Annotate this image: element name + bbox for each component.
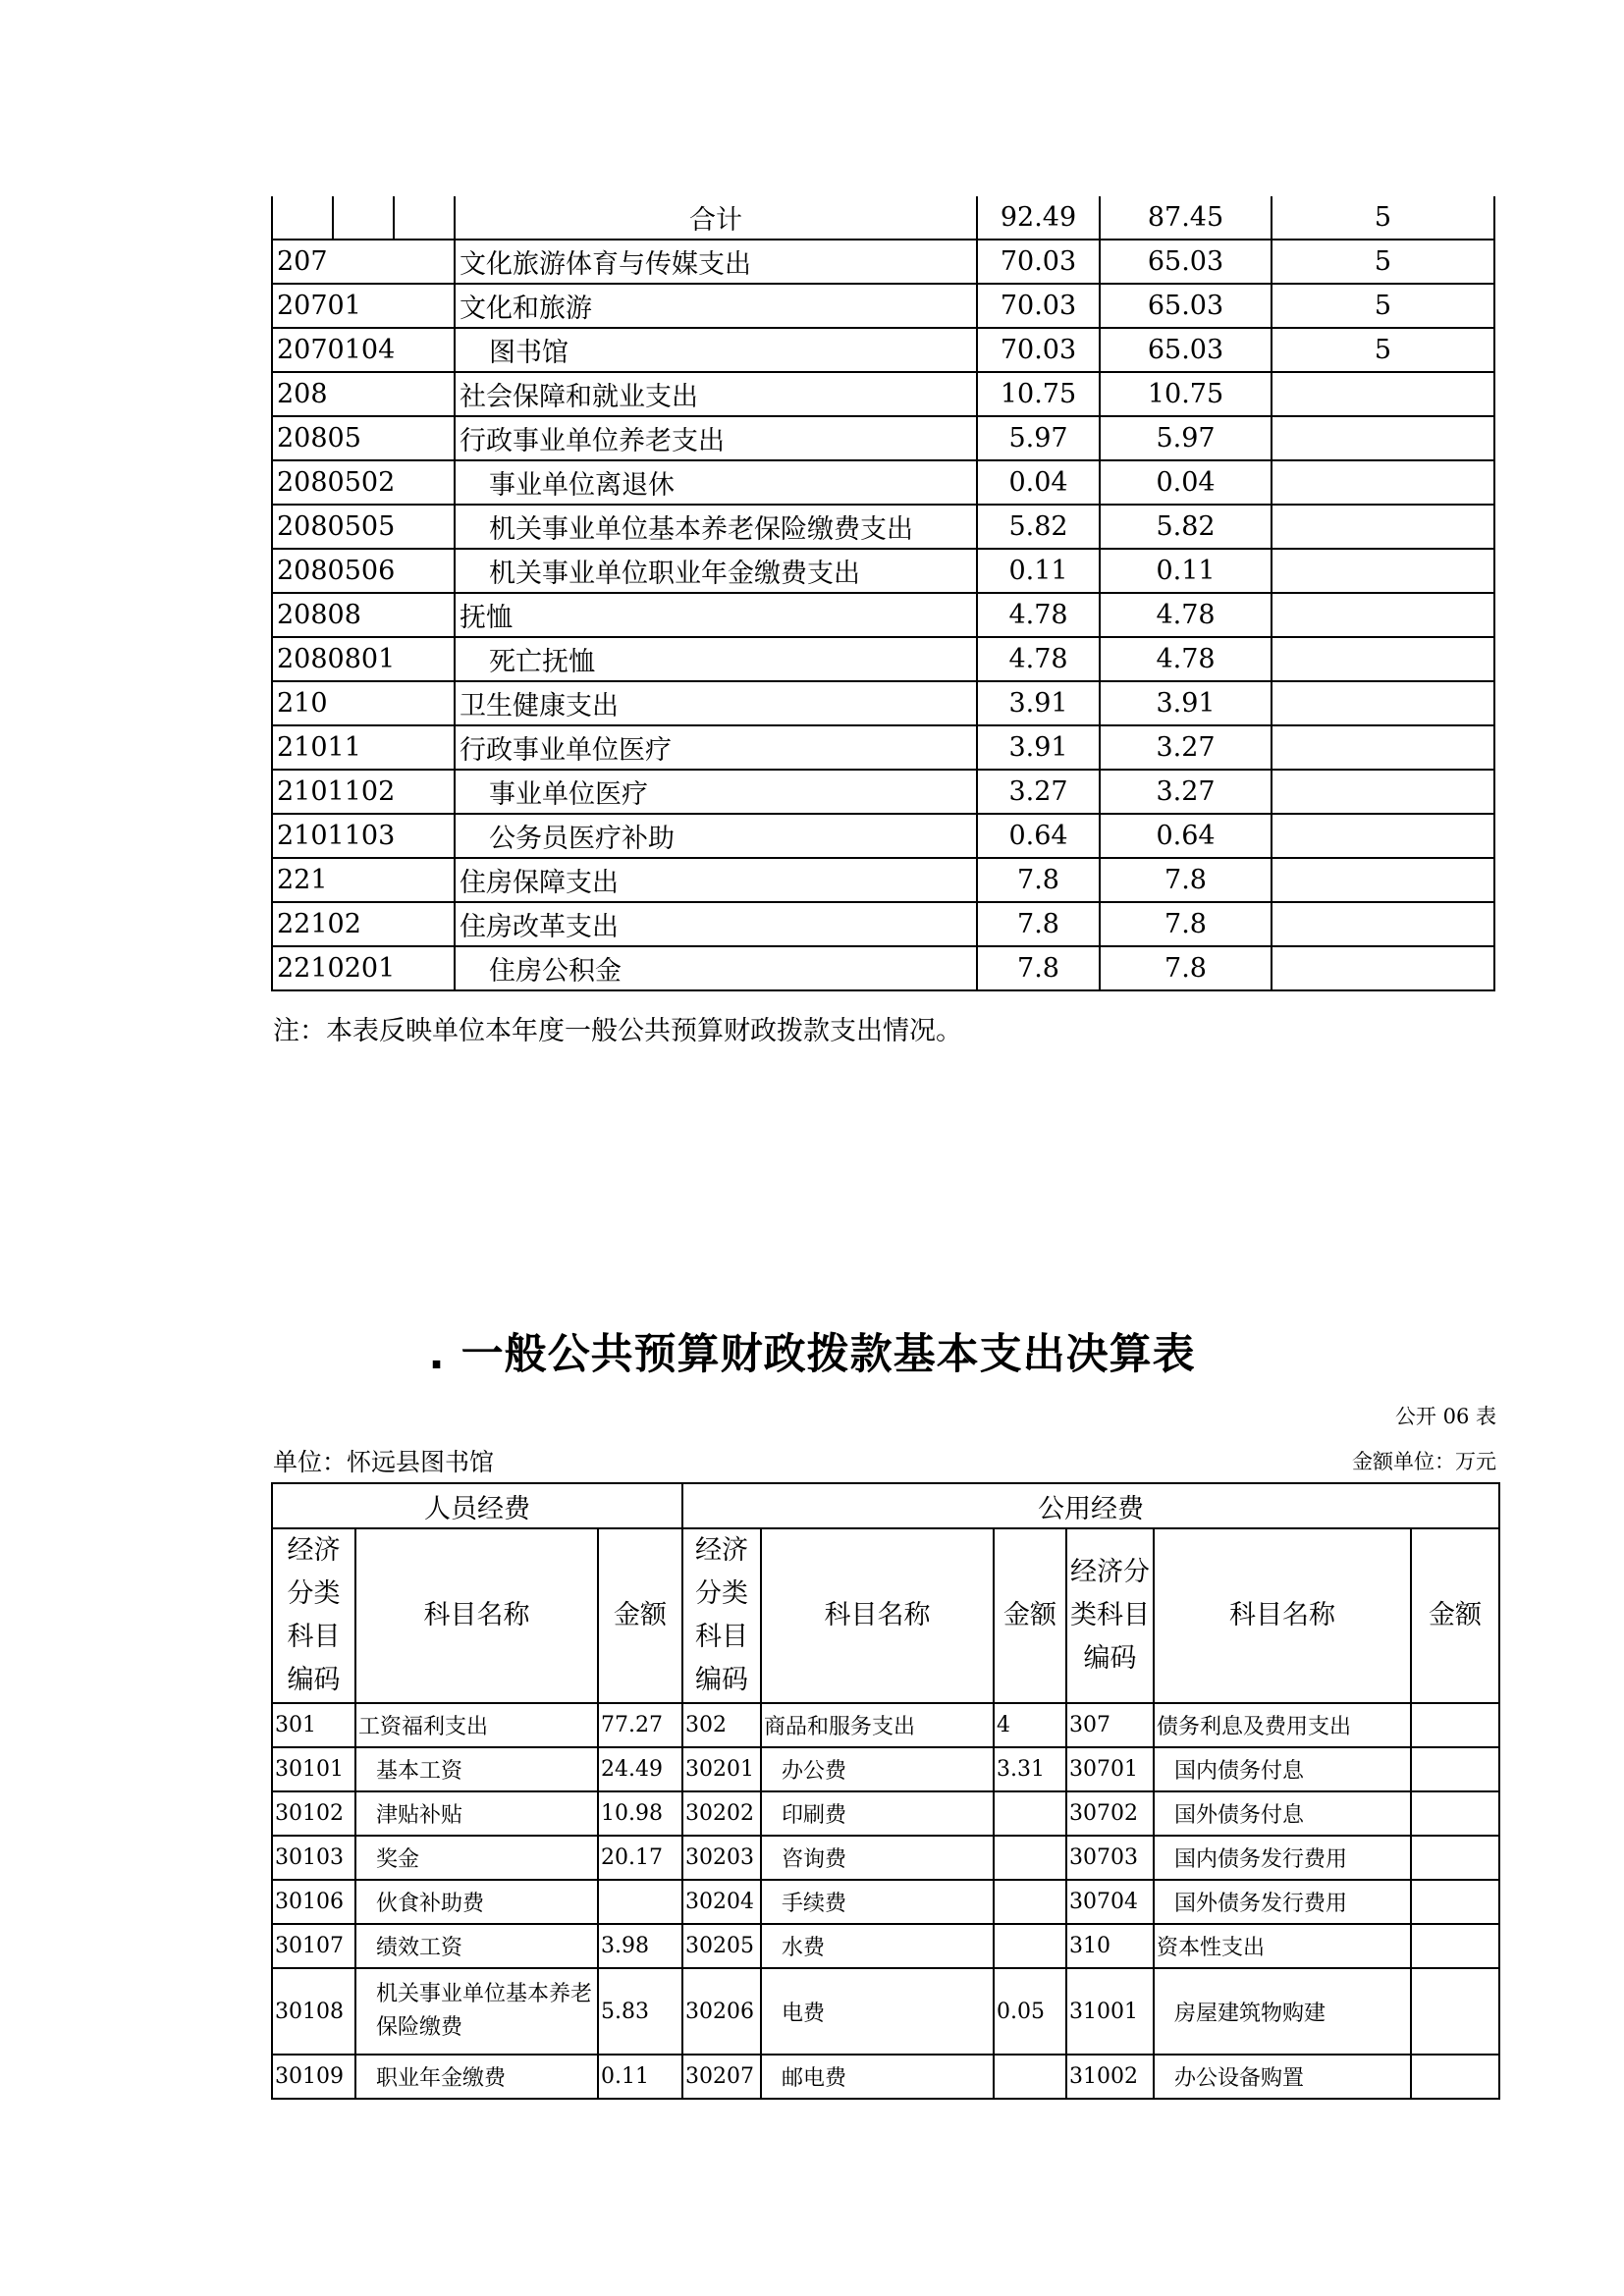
- money-unit-label: 金额单位：万元: [1352, 1450, 1496, 1473]
- project-amount: [1272, 593, 1494, 637]
- subject-name: 住房公积金: [455, 946, 977, 990]
- subject-code: 21011: [272, 725, 455, 770]
- personnel-code: 30102: [272, 1791, 355, 1836]
- goods-amount: [994, 1880, 1066, 1924]
- total-amount: 92.49: [977, 196, 1100, 240]
- total-amount: 3.27: [977, 770, 1100, 814]
- goods-name: 商品和服务支出: [761, 1703, 994, 1747]
- table-row: [272, 416, 1494, 460]
- goods-name: 邮电费: [761, 2055, 994, 2099]
- table-row: [272, 637, 1494, 681]
- other-name: 国外债务发行费用: [1154, 1880, 1411, 1924]
- personnel-amount: 20.17: [598, 1836, 682, 1880]
- personnel-name: 机关事业单位基本养老保险缴费: [355, 1968, 598, 2055]
- total-amount: 70.03: [977, 328, 1100, 372]
- total-amount: 0.11: [977, 549, 1100, 593]
- header-amount-3: 金额: [1411, 1528, 1499, 1703]
- personnel-amount: 24.49: [598, 1747, 682, 1791]
- header-code-3: 经济分类科目编码: [1066, 1528, 1154, 1703]
- group-header-row: [272, 1483, 1499, 1528]
- table-row: [272, 505, 1494, 549]
- basic-expenditure-table: [271, 1482, 1500, 2100]
- goods-amount: 3.31: [994, 1747, 1066, 1791]
- goods-code: 30203: [682, 1836, 761, 1880]
- basic-amount: 0.04: [1100, 460, 1272, 505]
- total-basic: 87.45: [1100, 196, 1272, 240]
- goods-name: 手续费: [761, 1880, 994, 1924]
- other-name: 国外债务付息: [1154, 1791, 1411, 1836]
- other-code: 310: [1066, 1924, 1154, 1968]
- total-amount: 4.78: [977, 593, 1100, 637]
- personnel-amount: 0.11: [598, 2055, 682, 2099]
- group-public: 公用经费: [682, 1483, 1499, 1528]
- project-amount: [1272, 681, 1494, 725]
- basic-amount: 65.03: [1100, 240, 1272, 284]
- other-name: 房屋建筑物购建: [1154, 1968, 1411, 2055]
- goods-name: 电费: [761, 1968, 994, 2055]
- total-amount: 5.82: [977, 505, 1100, 549]
- other-amount: [1411, 1791, 1499, 1836]
- subject-code: 221: [272, 858, 455, 902]
- total-amount: 3.91: [977, 725, 1100, 770]
- personnel-amount: 3.98: [598, 1924, 682, 1968]
- project-amount: 5: [1272, 240, 1494, 284]
- other-amount: [1411, 1703, 1499, 1747]
- basic-amount: 3.27: [1100, 770, 1272, 814]
- header-code-2: 经济分类科目编码: [682, 1528, 761, 1703]
- goods-code: 30206: [682, 1968, 761, 2055]
- subject-code: 2080506: [272, 549, 455, 593]
- personnel-name: 基本工资: [355, 1747, 598, 1791]
- goods-code: 30204: [682, 1880, 761, 1924]
- subject-name: 事业单位医疗: [455, 770, 977, 814]
- header-name-1: 科目名称: [355, 1528, 598, 1703]
- subject-code: 2080502: [272, 460, 455, 505]
- project-amount: 5: [1272, 328, 1494, 372]
- basic-amount: 3.91: [1100, 681, 1272, 725]
- total-label: 合计: [455, 196, 977, 240]
- header-code-1: 经济分类科目编码: [272, 1528, 355, 1703]
- personnel-code: 30103: [272, 1836, 355, 1880]
- unit-label: 单位：怀远县图书馆: [273, 1448, 495, 1476]
- subject-code: 210: [272, 681, 455, 725]
- form-number: 公开 06 表: [1394, 1405, 1496, 1428]
- basic-amount: 3.27: [1100, 725, 1272, 770]
- column-header-row: [272, 1528, 1499, 1703]
- subject-code: 20808: [272, 593, 455, 637]
- page-title: . 一般公共预算财政拨款基本支出决算表: [428, 1330, 1196, 1379]
- personnel-amount: 5.83: [598, 1968, 682, 2055]
- project-amount: [1272, 946, 1494, 990]
- basic-amount: 7.8: [1100, 858, 1272, 902]
- table-row: [272, 1880, 1499, 1924]
- subject-code: 208: [272, 372, 455, 416]
- subject-name: 图书馆: [455, 328, 977, 372]
- personnel-amount: 77.27: [598, 1703, 682, 1747]
- other-name: 办公设备购置: [1154, 2055, 1411, 2099]
- table-note: 注：本表反映单位本年度一般公共预算财政拨款支出情况。: [273, 1016, 962, 1046]
- table-row: [272, 902, 1494, 946]
- basic-amount: 0.11: [1100, 549, 1272, 593]
- basic-amount: 7.8: [1100, 946, 1272, 990]
- goods-code: 302: [682, 1703, 761, 1747]
- total-amount: 7.8: [977, 858, 1100, 902]
- total-amount: 4.78: [977, 637, 1100, 681]
- table-row: [272, 858, 1494, 902]
- goods-amount: [994, 1836, 1066, 1880]
- personnel-name: 津贴补贴: [355, 1791, 598, 1836]
- subject-name: 住房保障支出: [455, 858, 977, 902]
- other-code: 31001: [1066, 1968, 1154, 2055]
- personnel-name: 伙食补助费: [355, 1880, 598, 1924]
- table-row: [272, 372, 1494, 416]
- goods-amount: 0.05: [994, 1968, 1066, 2055]
- personnel-name: 工资福利支出: [355, 1703, 598, 1747]
- total-amount: 10.75: [977, 372, 1100, 416]
- table-row: [272, 2055, 1499, 2099]
- project-amount: [1272, 372, 1494, 416]
- total-amount: 3.91: [977, 681, 1100, 725]
- subject-code: 2080801: [272, 637, 455, 681]
- basic-amount: 7.8: [1100, 902, 1272, 946]
- total-amount: 70.03: [977, 284, 1100, 328]
- subject-name: 行政事业单位医疗: [455, 725, 977, 770]
- other-code: 30703: [1066, 1836, 1154, 1880]
- table-row: [272, 1791, 1499, 1836]
- table-row: [272, 460, 1494, 505]
- goods-name: 咨询费: [761, 1836, 994, 1880]
- table-row: [272, 1836, 1499, 1880]
- project-amount: [1272, 416, 1494, 460]
- table-row: [272, 725, 1494, 770]
- project-amount: 5: [1272, 284, 1494, 328]
- other-amount: [1411, 1880, 1499, 1924]
- goods-amount: [994, 2055, 1066, 2099]
- personnel-code: 30108: [272, 1968, 355, 2055]
- other-amount: [1411, 1924, 1499, 1968]
- table-row: [272, 284, 1494, 328]
- header-name-3: 科目名称: [1154, 1528, 1411, 1703]
- personnel-code: 301: [272, 1703, 355, 1747]
- goods-amount: [994, 1924, 1066, 1968]
- other-name: 国内债务付息: [1154, 1747, 1411, 1791]
- personnel-code: 30109: [272, 2055, 355, 2099]
- other-code: 30702: [1066, 1791, 1154, 1836]
- other-code: 31002: [1066, 2055, 1154, 2099]
- project-amount: [1272, 637, 1494, 681]
- table-row: [272, 770, 1494, 814]
- basic-amount: 10.75: [1100, 372, 1272, 416]
- table-row: [272, 1747, 1499, 1791]
- project-amount: [1272, 902, 1494, 946]
- basic-amount: 65.03: [1100, 328, 1272, 372]
- table-row: [272, 593, 1494, 637]
- total-project: 5: [1272, 196, 1494, 240]
- subject-name: 卫生健康支出: [455, 681, 977, 725]
- appropriation-expenditure-table: [271, 196, 1495, 991]
- other-name: 债务利息及费用支出: [1154, 1703, 1411, 1747]
- subject-name: 文化旅游体育与传媒支出: [455, 240, 977, 284]
- personnel-name: 职业年金缴费: [355, 2055, 598, 2099]
- personnel-name: 绩效工资: [355, 1924, 598, 1968]
- basic-amount: 65.03: [1100, 284, 1272, 328]
- total-amount: 7.8: [977, 902, 1100, 946]
- subject-name: 文化和旅游: [455, 284, 977, 328]
- goods-code: 30201: [682, 1747, 761, 1791]
- subject-name: 机关事业单位基本养老保险缴费支出: [455, 505, 977, 549]
- basic-amount: 5.82: [1100, 505, 1272, 549]
- other-code: 307: [1066, 1703, 1154, 1747]
- subject-code: 20805: [272, 416, 455, 460]
- subject-name: 住房改革支出: [455, 902, 977, 946]
- total-amount: 70.03: [977, 240, 1100, 284]
- goods-amount: [994, 1791, 1066, 1836]
- personnel-amount: [598, 1880, 682, 1924]
- goods-name: 印刷费: [761, 1791, 994, 1836]
- project-amount: [1272, 814, 1494, 858]
- subject-code: 2101103: [272, 814, 455, 858]
- project-amount: [1272, 858, 1494, 902]
- goods-code: 30202: [682, 1791, 761, 1836]
- goods-code: 30207: [682, 2055, 761, 2099]
- table-row: [272, 681, 1494, 725]
- table-row: [272, 1968, 1499, 2055]
- total-amount: 0.04: [977, 460, 1100, 505]
- subject-name: 社会保障和就业支出: [455, 372, 977, 416]
- goods-name: 水费: [761, 1924, 994, 1968]
- basic-amount: 4.78: [1100, 637, 1272, 681]
- total-amount: 0.64: [977, 814, 1100, 858]
- project-amount: [1272, 770, 1494, 814]
- project-amount: [1272, 725, 1494, 770]
- personnel-code: 30107: [272, 1924, 355, 1968]
- goods-amount: 4: [994, 1703, 1066, 1747]
- total-row: [272, 196, 1494, 240]
- project-amount: [1272, 460, 1494, 505]
- other-name: 国内债务发行费用: [1154, 1836, 1411, 1880]
- table-row: [272, 946, 1494, 990]
- goods-name: 办公费: [761, 1747, 994, 1791]
- other-name: 资本性支出: [1154, 1924, 1411, 1968]
- subject-name: 行政事业单位养老支出: [455, 416, 977, 460]
- subject-code: 2070104: [272, 328, 455, 372]
- goods-code: 30205: [682, 1924, 761, 1968]
- subject-name: 公务员医疗补助: [455, 814, 977, 858]
- subject-code: 207: [272, 240, 455, 284]
- table-row: [272, 549, 1494, 593]
- table-row: [272, 328, 1494, 372]
- basic-amount: 4.78: [1100, 593, 1272, 637]
- personnel-code: 30101: [272, 1747, 355, 1791]
- other-amount: [1411, 1836, 1499, 1880]
- group-personnel: 人员经费: [272, 1483, 682, 1528]
- basic-amount: 0.64: [1100, 814, 1272, 858]
- table-row: [272, 1924, 1499, 1968]
- subject-name: 事业单位离退休: [455, 460, 977, 505]
- personnel-code: 30106: [272, 1880, 355, 1924]
- other-amount: [1411, 1747, 1499, 1791]
- subject-code: 2101102: [272, 770, 455, 814]
- header-name-2: 科目名称: [761, 1528, 994, 1703]
- project-amount: [1272, 505, 1494, 549]
- subject-name: 死亡抚恤: [455, 637, 977, 681]
- personnel-amount: 10.98: [598, 1791, 682, 1836]
- total-amount: 5.97: [977, 416, 1100, 460]
- header-amount-1: 金额: [598, 1528, 682, 1703]
- basic-amount: 5.97: [1100, 416, 1272, 460]
- personnel-name: 奖金: [355, 1836, 598, 1880]
- table-row: [272, 1703, 1499, 1747]
- subject-name: 抚恤: [455, 593, 977, 637]
- project-amount: [1272, 549, 1494, 593]
- table-row: [272, 814, 1494, 858]
- table-row: [272, 240, 1494, 284]
- other-amount: [1411, 1968, 1499, 2055]
- other-code: 30701: [1066, 1747, 1154, 1791]
- other-amount: [1411, 2055, 1499, 2099]
- subject-name: 机关事业单位职业年金缴费支出: [455, 549, 977, 593]
- subject-code: 20701: [272, 284, 455, 328]
- subject-code: 2210201: [272, 946, 455, 990]
- subject-code: 22102: [272, 902, 455, 946]
- other-code: 30704: [1066, 1880, 1154, 1924]
- header-amount-2: 金额: [994, 1528, 1066, 1703]
- total-amount: 7.8: [977, 946, 1100, 990]
- subject-code: 2080505: [272, 505, 455, 549]
